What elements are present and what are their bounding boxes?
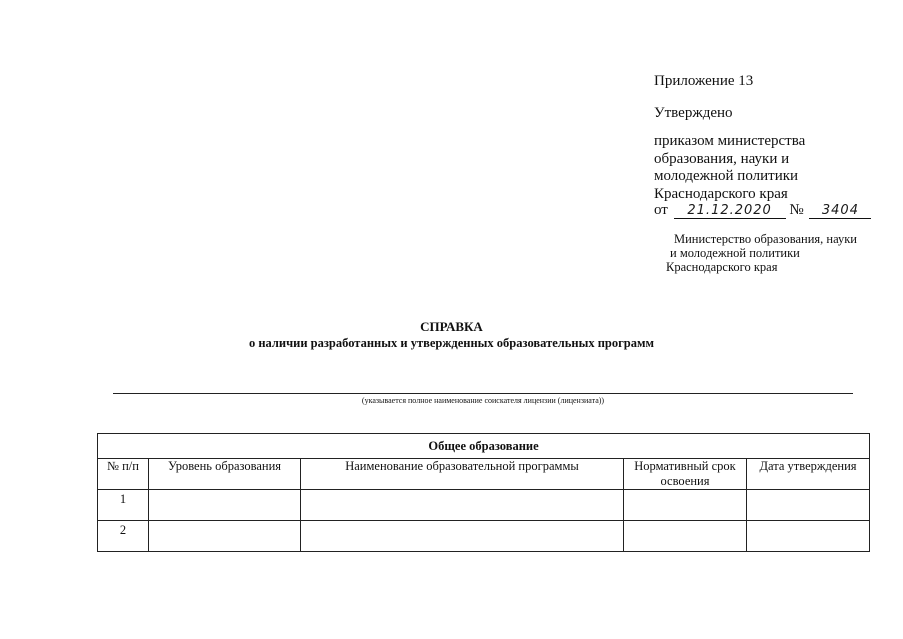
recipient-line-3: Краснодарского края: [666, 260, 778, 274]
recipient-line-1: Министерство образования, науки: [674, 232, 857, 246]
row-number-cell: [98, 490, 149, 521]
order-number-handwritten: 3404: [809, 204, 871, 219]
duration-cell[interactable]: [624, 490, 747, 521]
order-date-number-line: [654, 202, 871, 219]
column-header-duration: Нормативный срок освоения: [624, 459, 747, 490]
table-row: [98, 490, 870, 521]
document-title: СПРАВКА: [420, 319, 483, 334]
appendix-number: Приложение 13: [654, 73, 754, 89]
column-header-row: [98, 459, 870, 490]
row-number: 2: [119, 523, 127, 537]
column-header-approval-date: Дата утверждения: [747, 459, 870, 490]
approval-date-cell[interactable]: [747, 490, 870, 521]
order-line-4: Краснодарского края: [654, 185, 788, 202]
row-number-cell: [98, 521, 149, 552]
applicant-name-line: [113, 393, 853, 394]
section-title: Общее образование: [98, 434, 870, 459]
duration-cell[interactable]: [624, 521, 747, 552]
approved-label: Утверждено: [654, 105, 733, 121]
column-header-number: № п/п: [98, 459, 149, 490]
order-line-3: молодежной политики: [654, 168, 799, 184]
approval-date-cell[interactable]: [747, 521, 870, 552]
column-header-program-name: Наименование образовательной программы: [301, 459, 624, 490]
recipient-line-2: и молодежной политики: [670, 246, 800, 260]
document-subtitle: о наличии разработанных и утвержденных образовательных программ: [248, 336, 655, 350]
row-number: 1: [119, 492, 127, 506]
order-reference: [654, 133, 805, 203]
programs-table: [97, 433, 870, 552]
recipient-block: [666, 232, 857, 274]
number-label: №: [789, 202, 804, 218]
column-header-level: Уровень образования: [149, 459, 301, 490]
order-date-handwritten: 21.12.2020: [674, 204, 786, 219]
table-row: [98, 521, 870, 552]
applicant-caption: (указывается полное наименование соискателя лицензии (лицензиата)): [361, 396, 605, 405]
section-header-row: [98, 434, 870, 459]
order-line-1: приказом министерства: [654, 133, 806, 149]
program-name-cell[interactable]: [301, 521, 624, 552]
order-line-2: образования, науки и: [654, 150, 790, 167]
program-name-cell[interactable]: [301, 490, 624, 521]
level-cell[interactable]: [149, 521, 301, 552]
level-cell[interactable]: [149, 490, 301, 521]
from-label: от: [654, 202, 668, 218]
